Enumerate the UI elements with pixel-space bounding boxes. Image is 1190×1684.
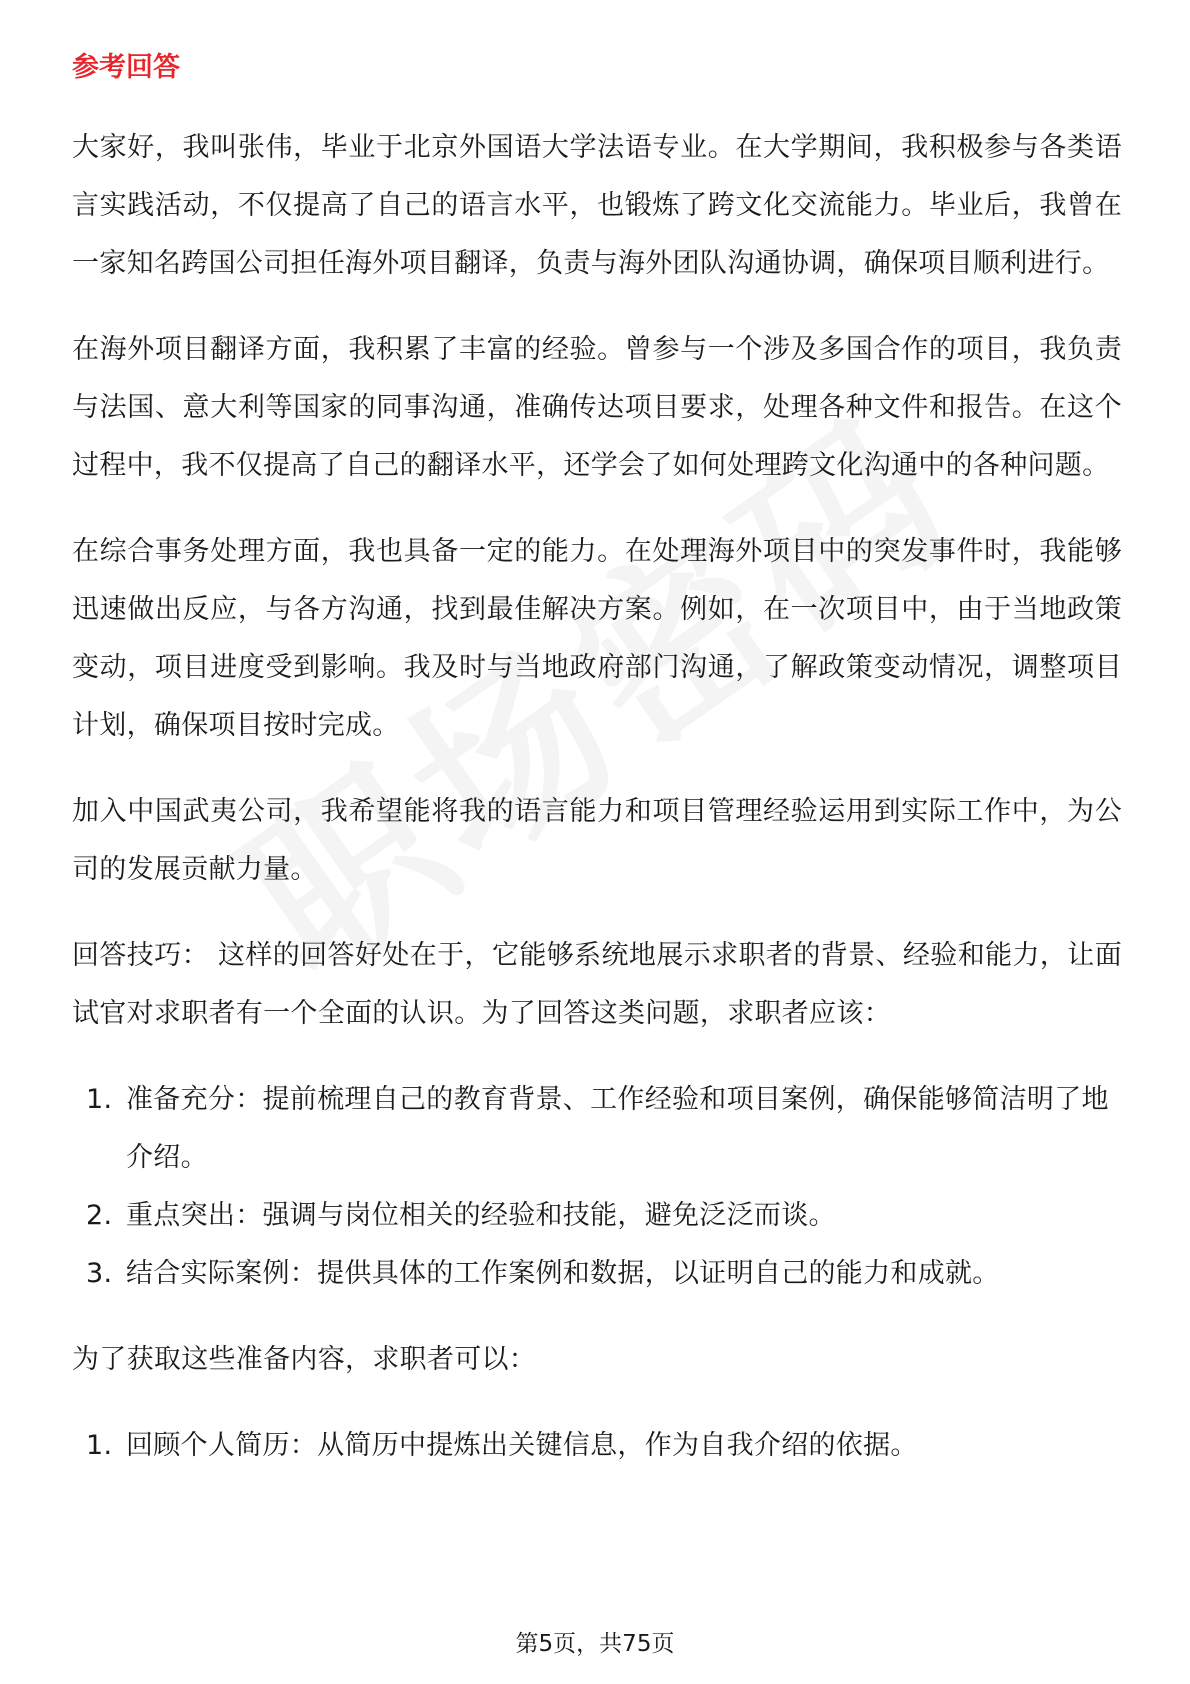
list-number: 2. bbox=[86, 1200, 113, 1232]
list-number: 3. bbox=[86, 1258, 113, 1290]
list-text: 结合实际案例：提供具体的工作案例和数据，以证明自己的能力和成就。 bbox=[126, 1258, 1000, 1290]
paragraph-intro: 大家好，我叫张伟，毕业于北京外国语大学法语专业。在大学期间，我积极参与各类语言实践活动，不仅提高了自己的语言水平，也锻炼了跨文化交流能力。毕业后，我曾在一家知名跨国公司担任海外项目翻译，负责与海外团队沟通协调，确保项目顺利进行。 bbox=[72, 132, 1122, 280]
list-item bbox=[72, 1071, 1122, 1187]
list-text: 准备充分：提前梳理自己的教育背景、工作经验和项目案例，确保能够简洁明了地介绍。 bbox=[126, 1084, 1109, 1174]
list-number: 1. bbox=[86, 1084, 113, 1116]
section-heading: 参考回答 bbox=[72, 52, 180, 83]
page-footer: 第5页，共75页 bbox=[515, 1631, 675, 1657]
list-item bbox=[72, 1417, 1122, 1475]
paragraph-join: 加入中国武夷公司，我希望能将我的语言能力和项目管理经验运用到实际工作中，为公司的发展贡献力量。 bbox=[72, 796, 1122, 886]
list-item bbox=[72, 1187, 1122, 1245]
document-page bbox=[72, 46, 1122, 1503]
paragraph-prep-intro: 为了获取这些准备内容，求职者可以： bbox=[72, 1344, 537, 1376]
list-text: 回顾个人简历：从简历中提炼出关键信息，作为自我介绍的依据。 bbox=[126, 1430, 918, 1462]
tips-list bbox=[72, 1071, 1122, 1303]
paragraph-affairs: 在综合事务处理方面，我也具备一定的能力。在处理海外项目中的突发事件时，我能够迅速做出反应，与各方沟通，找到最佳解决方案。例如，在一次项目中，由于当地政策变动，项目进度受到影响。我及时与当地政府部门沟通，了解政策变动情况，调整项目计划，确保项目按时完成。 bbox=[72, 536, 1122, 742]
list-item bbox=[72, 1245, 1122, 1303]
list-text: 重点突出：强调与岗位相关的经验和技能，避免泛泛而谈。 bbox=[126, 1200, 836, 1232]
paragraph-translation: 在海外项目翻译方面，我积累了丰富的经验。曾参与一个涉及多国合作的项目，我负责与法国、意大利等国家的同事沟通，准确传达项目要求，处理各种文件和报告。在这个过程中，我不仅提高了自己的翻译水平，还学会了如何处理跨文化沟通中的各种问题。 bbox=[72, 334, 1122, 482]
list-number: 1. bbox=[86, 1430, 113, 1462]
paragraph-tips: 回答技巧： 这样的回答好处在于，它能够系统地展示求职者的背景、经验和能力，让面试官对求职者有一个全面的认识。为了回答这类问题，求职者应该： bbox=[72, 940, 1122, 1030]
prep-list bbox=[72, 1417, 1122, 1475]
